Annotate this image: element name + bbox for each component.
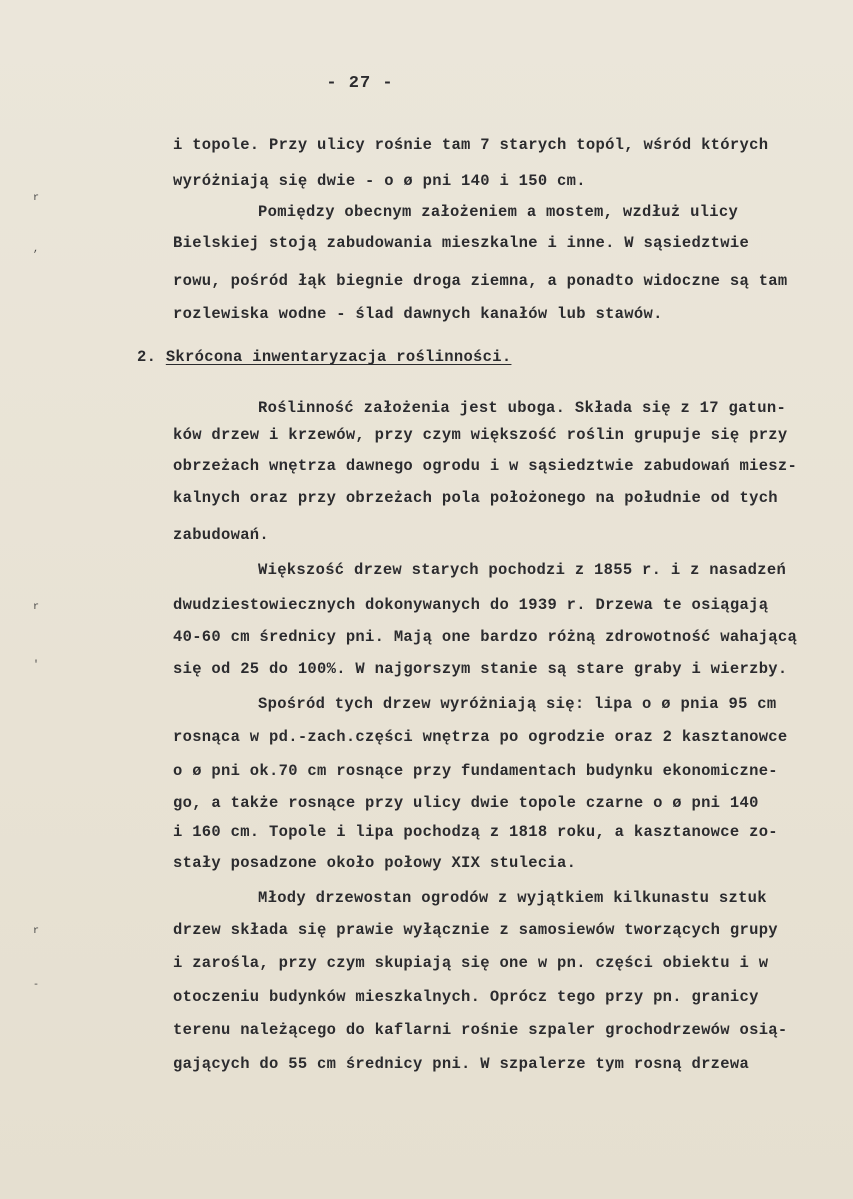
text-line: o ø pni ok.70 cm rosnące przy fundamentach budynku ekonomiczne- [173, 762, 778, 780]
text-line: ków drzew i krzewów, przy czym większość roślin grupuje się przy [173, 426, 788, 444]
page-number: - 27 - [326, 74, 394, 93]
text-line: gających do 55 cm średnicy pni. W szpalerze tym rosną drzewa [173, 1055, 750, 1073]
text-line: rozlewiska wodne - ślad dawnych kanałów lub stawów. [173, 305, 663, 323]
section-heading [137, 347, 511, 367]
text-line: obrzeżach wnętrza dawnego ogrodu i w sąsiedztwie zabudowań miesz- [173, 457, 798, 475]
section-title: Skrócona inwentaryzacja roślinności. [165, 348, 512, 366]
text-line: stały posadzone około połowy XIX stulecia. [173, 854, 577, 872]
margin-mark: , [33, 244, 40, 255]
margin-mark: ' [33, 660, 40, 671]
text-line: i 160 cm. Topole i lipa pochodzą z 1818 roku, a kasztanowce zo- [173, 823, 778, 841]
text-line: Roślinność założenia jest uboga. Składa się z 17 gatun- [258, 399, 787, 417]
text-line: rosnąca w pd.-zach.części wnętrza po ogrodzie oraz 2 kasztanowce [173, 728, 788, 746]
text-line: dwudziestowiecznych dokonywanych do 1939 r. Drzewa te osiągają [173, 596, 769, 614]
text-line: drzew składa się prawie wyłącznie z samosiewów tworzących grupy [173, 921, 778, 939]
section-number: 2. [137, 348, 157, 366]
margin-mark: r [33, 193, 40, 204]
margin-mark: r [33, 926, 40, 937]
text-line: go, a także rosnące przy ulicy dwie topole czarne o ø pni 140 [173, 794, 759, 812]
text-line: i zarośla, przy czym skupiają się one w pn. części obiektu i w [173, 954, 769, 972]
text-line: Spośród tych drzew wyróżniają się: lipa o ø pnia 95 cm [258, 695, 777, 713]
text-line: Pomiędzy obecnym założeniem a mostem, wzdłuż ulicy [258, 203, 739, 221]
text-line: otoczeniu budynków mieszkalnych. Oprócz tego przy pn. granicy [173, 988, 759, 1006]
text-line: Młody drzewostan ogrodów z wyjątkiem kilkunastu sztuk [258, 889, 767, 907]
text-line: Bielskiej stoją zabudowania mieszkalne i inne. W sąsiedztwie [173, 234, 750, 252]
text-line: i topole. Przy ulicy rośnie tam 7 starych topól, wśród których [173, 136, 769, 154]
text-line: wyróżniają się dwie - o ø pni 140 i 150 cm. [173, 172, 586, 190]
text-line: się od 25 do 100%. W najgorszym stanie są stare graby i wierzby. [173, 660, 788, 678]
margin-mark: - [33, 980, 40, 991]
margin-mark: r [33, 602, 40, 613]
text-line: terenu należącego do kaflarni rośnie szpaler grochodrzewów osią- [173, 1021, 788, 1039]
text-line: 40-60 cm średnicy pni. Mają one bardzo różną zdrowotność wahającą [173, 628, 798, 646]
text-line: Większość drzew starych pochodzi z 1855 r. i z nasadzeń [258, 561, 787, 579]
text-line: rowu, pośród łąk biegnie droga ziemna, a ponadto widoczne są tam [173, 272, 788, 290]
text-line: zabudowań. [173, 526, 270, 544]
text-line: kalnych oraz przy obrzeżach pola położonego na południe od tych [173, 489, 778, 507]
